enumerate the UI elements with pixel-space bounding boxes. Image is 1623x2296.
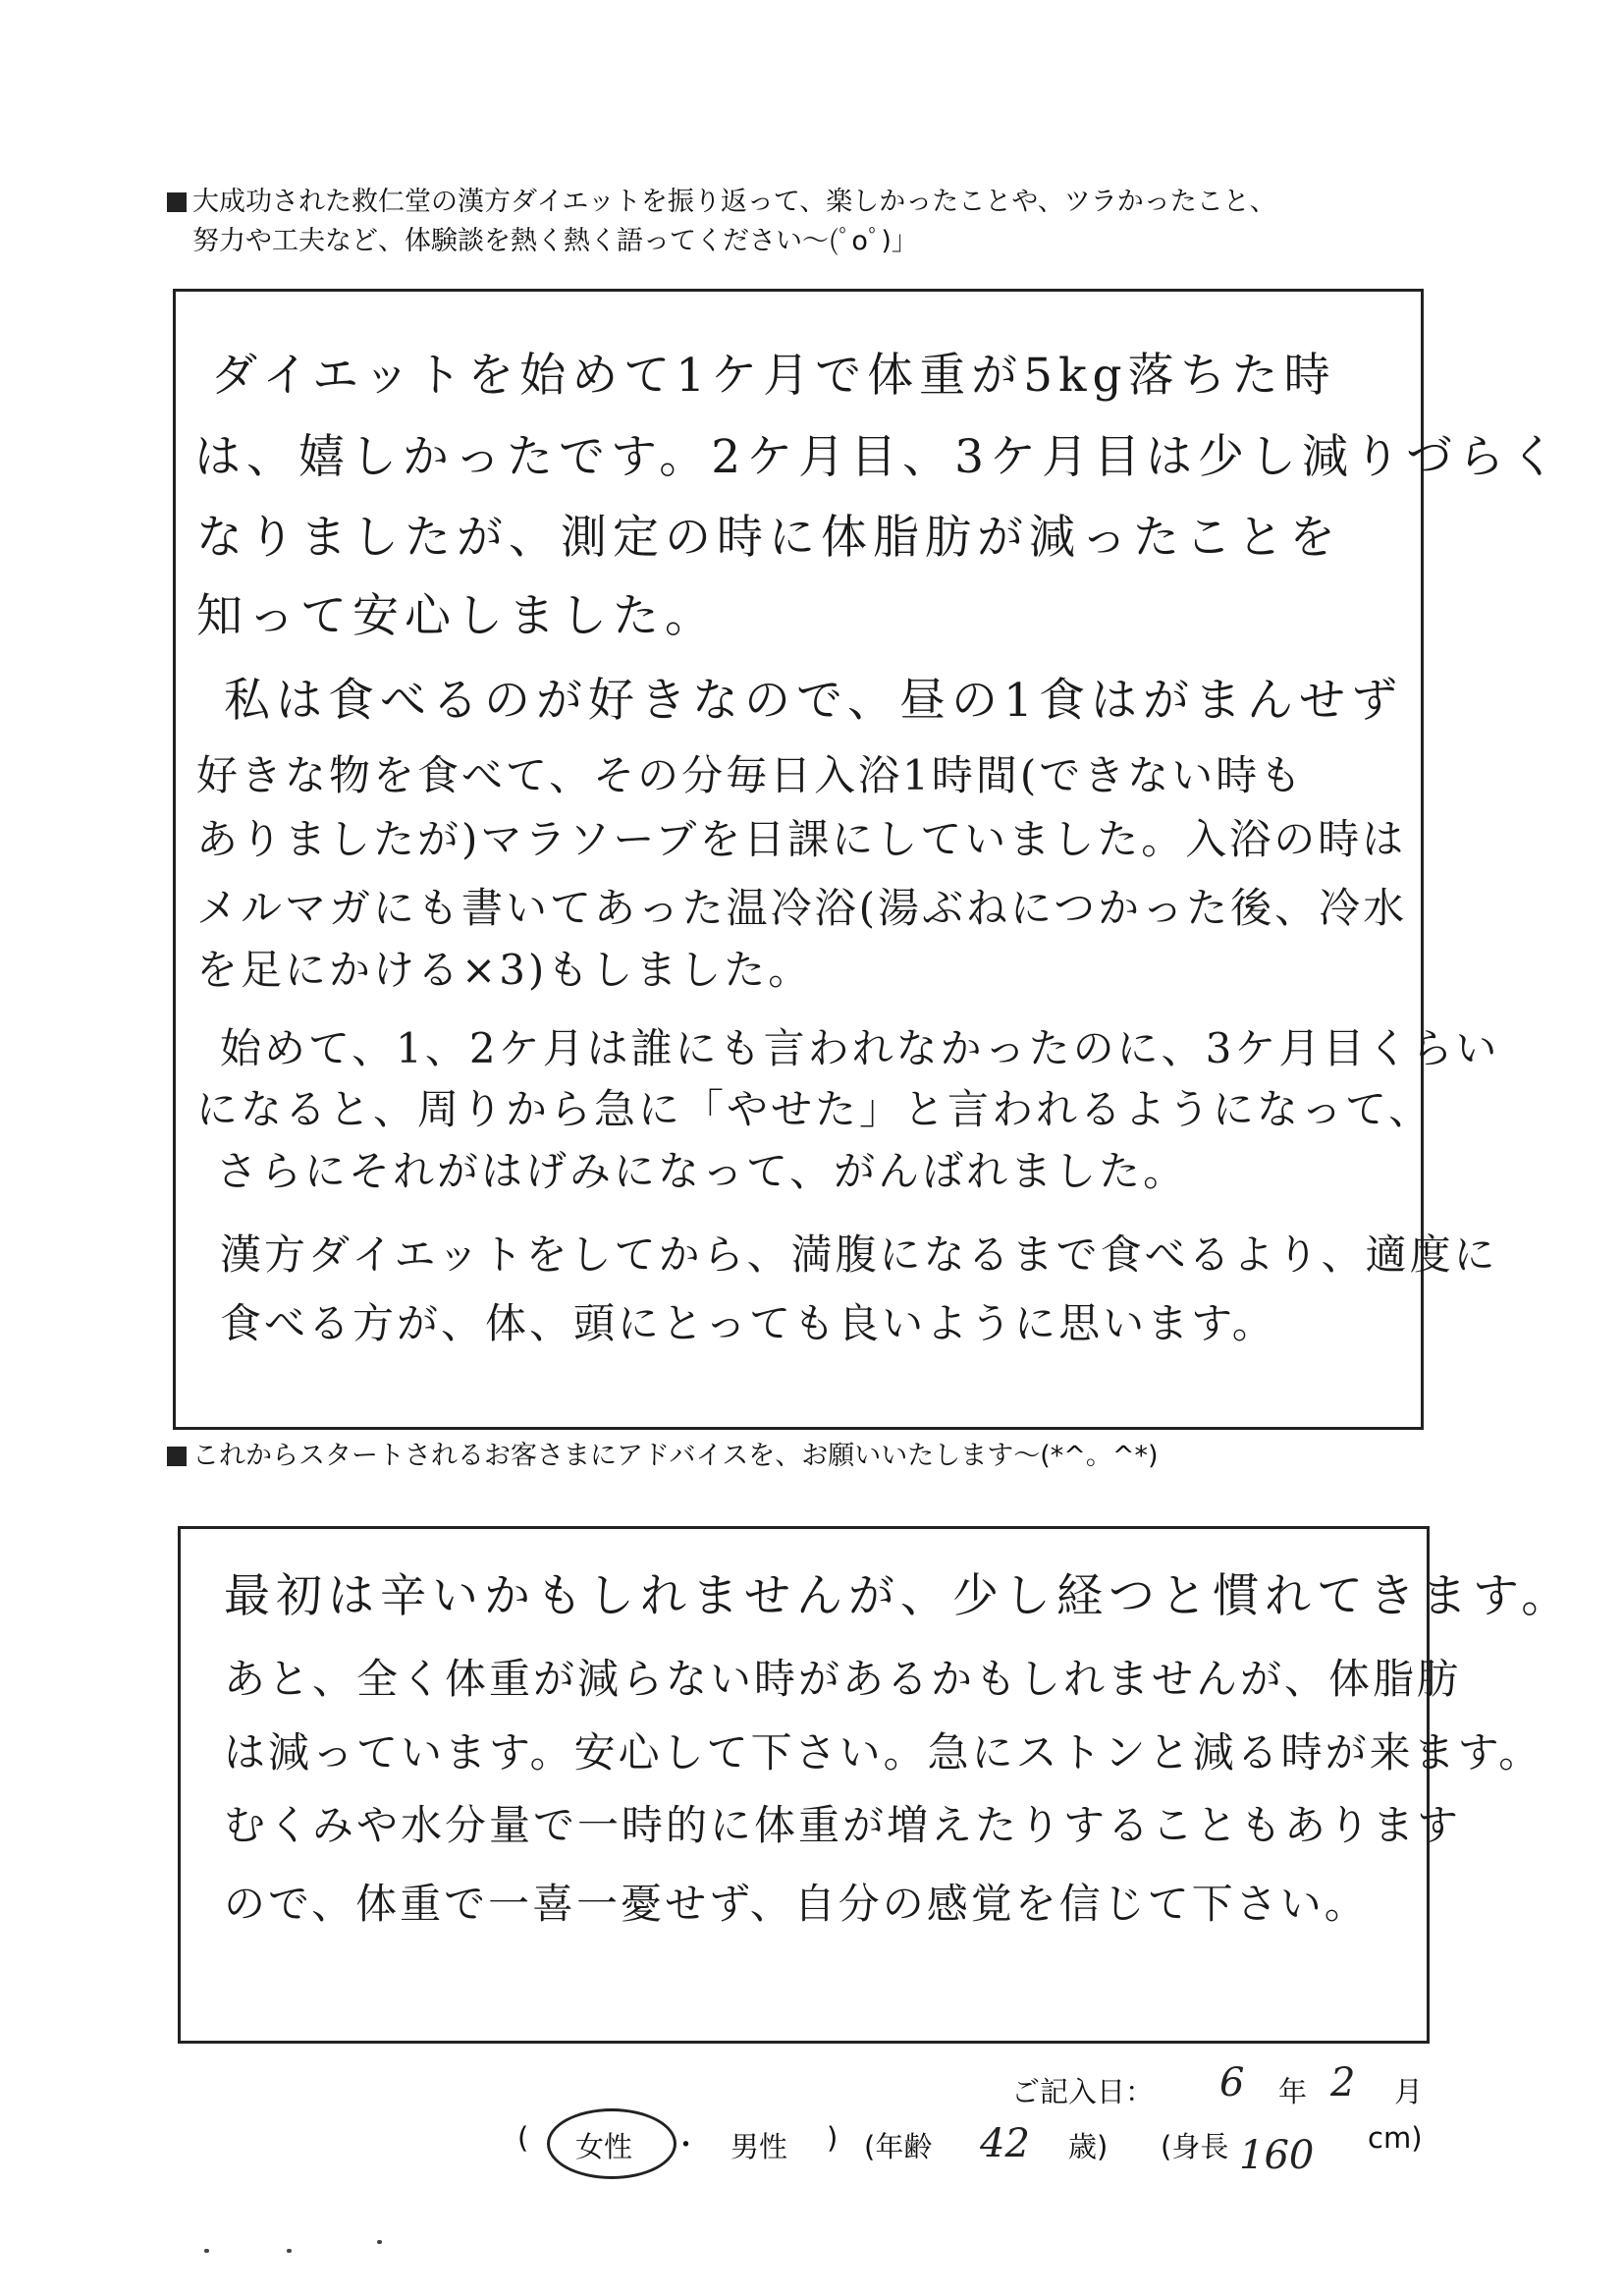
female-option: 女性 (575, 2130, 633, 2163)
height-unit: cm) (1368, 2121, 1423, 2155)
year-value: 6 (1219, 2060, 1245, 2105)
answer-1-line: 始めて、1、2ケ月は誰にも言われなかったのに、3ケ月目くらい (220, 1024, 1500, 1072)
answer-2-line: むくみや水分量で一時的に体重が増えたりすることもあります (224, 1801, 1462, 1849)
height-value: 160 (1239, 2133, 1315, 2178)
answer-1-line: 私は食べるのが好きなので、昼の1食はがまんせず (224, 674, 1403, 728)
gender-paren-open: ( (517, 2121, 529, 2155)
answer-1-line: メルマガにも書いてあった温冷浴(湯ぶねにつかった後、冷水 (196, 884, 1408, 932)
answer-1-line: 好きな物を食べて、その分毎日入浴1時間(できない時も (196, 751, 1305, 799)
question-1-line-2: 努力や工夫など、体験談を熱く熱く語ってください〜(ﾟoﾟ)」 (192, 226, 918, 256)
gender-separator: ・ (672, 2128, 701, 2161)
male-option: 男性 (730, 2130, 788, 2163)
answer-1-line: 食べる方が、体、頭にとっても良いように思います。 (220, 1299, 1276, 1347)
question-2-heading (167, 1437, 1463, 1476)
answer-1-line: ダイエットを始めて1ケ月で体重が5kg落ちた時 (211, 349, 1336, 403)
scan-speck (287, 2249, 292, 2253)
month-label: 月 (1394, 2075, 1424, 2108)
answer-2-line: ので、体重で一喜一憂せず、自分の感覚を信じて下さい。 (224, 1880, 1369, 1928)
age-value: 42 (980, 2121, 1030, 2166)
bullet-square-icon (167, 1447, 187, 1466)
answer-1-line: さらにそれがはげみになって、がんばれました。 (216, 1147, 1188, 1195)
date-label: ご記入日： (1011, 2075, 1155, 2108)
year-label: 年 (1278, 2075, 1308, 2108)
bullet-square-icon (167, 192, 187, 212)
question-1-heading (167, 183, 1463, 261)
answer-1-line: なりましたが、測定の時に体脂肪が減ったことを (196, 511, 1341, 565)
answer-1-line: 知って安心しました。 (196, 589, 717, 643)
answer-1-line: になると、周りから急に「やせた」と言われるようになって、 (196, 1085, 1434, 1133)
answer-1-line: ありましたが)マラソーブを日課にしていました。入浴の時は (196, 815, 1407, 863)
age-label: (年齢 (864, 2130, 933, 2163)
answer-1-line: 漢方ダイエットをしてから、満腹になるまで食べるより、適度に (220, 1230, 1498, 1279)
answer-1-line: を足にかける×3)もしました。 (196, 946, 813, 994)
answer-2-line: あと、全く体重が減らない時があるかもしれませんが、体脂肪 (224, 1655, 1462, 1703)
question-1-line-1: 大成功された救仁堂の漢方ダイエットを振り返って、楽しかったことや、ツラかったこと、 (167, 183, 1463, 222)
answer-2-line: 最初は辛いかもしれませんが、少し経つと慣れてきます。 (224, 1569, 1574, 1623)
age-unit: 歳) (1068, 2130, 1109, 2163)
question-2-line-1: これからスタートされるお客さまにアドバイスを、お願いいたします〜(*^。^*) (167, 1437, 1463, 1476)
gender-paren-close: ) (827, 2121, 839, 2155)
answer-1-line: は、嬉しかったです。2ケ月目、3ケ月目は少し減りづらく (194, 430, 1563, 484)
scan-speck (377, 2240, 382, 2244)
scan-speck (204, 2249, 209, 2253)
month-value: 2 (1330, 2060, 1356, 2105)
height-label: (身長 (1161, 2130, 1229, 2163)
answer-2-line: は減っています。安心して下さい。急にストンと減る時が来ます。 (224, 1728, 1543, 1777)
